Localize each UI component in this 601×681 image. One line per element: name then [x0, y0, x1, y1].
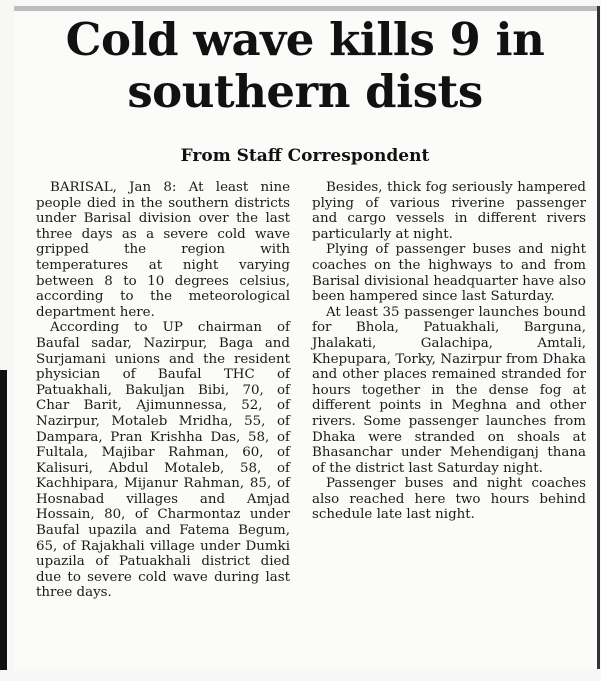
paragraph: Plying of passenger buses and night coaches on the highways to and from Barisal divisional headquarter have also been hampered since last Saturday.: [312, 242, 586, 305]
paragraph: At least 35 passenger launches bound for Bhola, Patuakhali, Barguna, Jhalakati, Galachipa, Amtali, Khepupara, Torky, Nazirpur from Dhaka and other places remained stranded for hours together in the dense fog at different points in Meghna and other rivers. Some passenger launches from Dhaka were stranded on shoals at Bhasanchar under Mehendiganj thana of the district last Saturday night.: [312, 304, 586, 476]
right-column: [312, 180, 586, 523]
paragraph: BARISAL, Jan 8: At least nine people died in the southern districts under Barisal division over the last three days as a severe cold wave gripped the region with temperatures at night varying between 8 to 10 degrees celsius, according to the meteorological department here.: [36, 180, 290, 320]
top-rule: [14, 6, 598, 11]
paragraph: Passenger buses and night coaches also reached here two hours behind schedule late last night.: [312, 476, 586, 523]
paragraph: Besides, thick fog seriously hampered plying of various riverine passenger and cargo vessels in different rivers particularly at night.: [312, 180, 586, 242]
left-edge-bar: [0, 370, 7, 670]
left-column: [36, 180, 290, 601]
paragraph: According to UP chairman of Baufal sadar, Nazirpur, Baga and Surjamani unions and the resident physician of Baufal THC of Patuakhali, Bakuljan Bibi, 70, of Char Barit, Ajimunnessa, 52, of Nazirpur, Motaleb Mridha, 55, of Dampara, Pran Krishha Das, 58, of Fultala, Majibar Rahman, 60, of Kalisuri, Abdul Motaleb, 58, of Kachhipara, Mijanur Rahman, 85, of Hosnabad villages and Amjad Hossain, 80, of Charmontaz under Baufal upazila and Fatema Begum, 65, of Rajakhali village under Dumki upazila of Patuakhali district died due to severe cold wave during last three days.: [36, 320, 290, 601]
right-border: [597, 6, 600, 669]
headline: Cold wave kills 9 in southern dists: [65, 13, 545, 118]
byline: From Staff Correspondent: [180, 146, 430, 166]
